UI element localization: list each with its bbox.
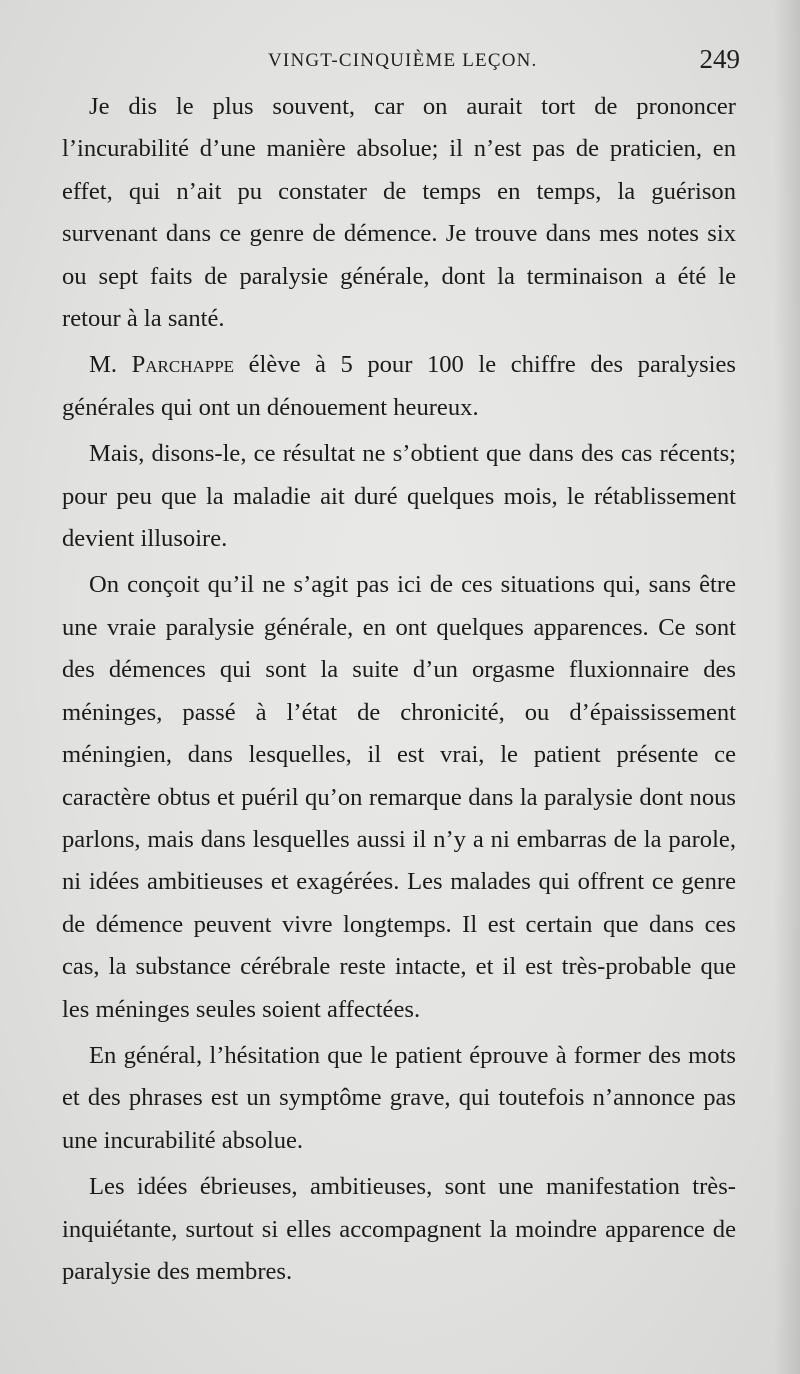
paragraph: [62, 344, 736, 429]
paragraph: [62, 1035, 736, 1162]
paragraph-text: En général, l’hésitation que le patient éprouve à former des mots et des phrases est un symptôme grave, qui toutefois n’annonce pas une incurabilité absolue.: [62, 1041, 736, 1154]
paragraph-text: Les idées ébrieuses, ambitieuses, sont une manifestation très-inquiétante, surtout si elles accompagnent la moindre apparence de paralysie des membres.: [62, 1173, 736, 1285]
paragraph: [62, 86, 736, 340]
paragraph-prefix: M.: [89, 351, 132, 379]
paragraph-text: élève à 5 pour 100 le chiffre des paralysies générales qui ont un dénouement heureux.: [62, 351, 737, 421]
page-header: [62, 46, 740, 80]
paragraph: [62, 564, 736, 1030]
paragraph-text: On conçoit qu’il ne s’agit pas ici de ces situations qui, sans être une vraie paralysie générale, en ont quelques apparences. Ce sont des démences qui sont la suite d’un orgasme fluxionnaire des méninges, passé à l’état de chronicité, ou d’épaississement méningien, dans lesquelles, il est vrai, le patient présente ce caractère obtus et puéril qu’on remarque dans la paralysie dont nous parlons, mais dans lesquelles aussi il n’y a ni embarras de la parole, ni idées ambitieuses et exagérées. Les malades qui offrent ce genre de démence peuvent vivre longtemps. Il est certain que dans ces cas, la substance cérébrale reste intacte, et il est très-probable que les méninges seules soient affectées.: [62, 571, 736, 1023]
paragraph-text: Mais, disons-le, ce résultat ne s’obtient que dans des cas récents; pour peu que la maladie ait duré quelques mois, le rétablissement devient illusoire.: [62, 440, 736, 553]
page-number: 249: [699, 44, 740, 74]
running-title: VINGT-CINQUIÈME LEÇON.: [268, 50, 538, 71]
author-name: Parchappe: [131, 351, 235, 379]
body-text: [62, 86, 736, 1297]
paragraph: [62, 1166, 736, 1293]
paragraph: [62, 433, 736, 560]
paragraph-text: Je dis le plus souvent, car on aurait tort de prononcer l’incurabilité d’une manière absolue; il n’est pas de praticien, en effet, qui n’ait pu constater de temps en temps, la guérison survenant dans ce genre de démence. Je trouve dans mes notes six ou sept faits de paralysie générale, dont la terminaison a été le retour à la santé.: [62, 93, 736, 333]
